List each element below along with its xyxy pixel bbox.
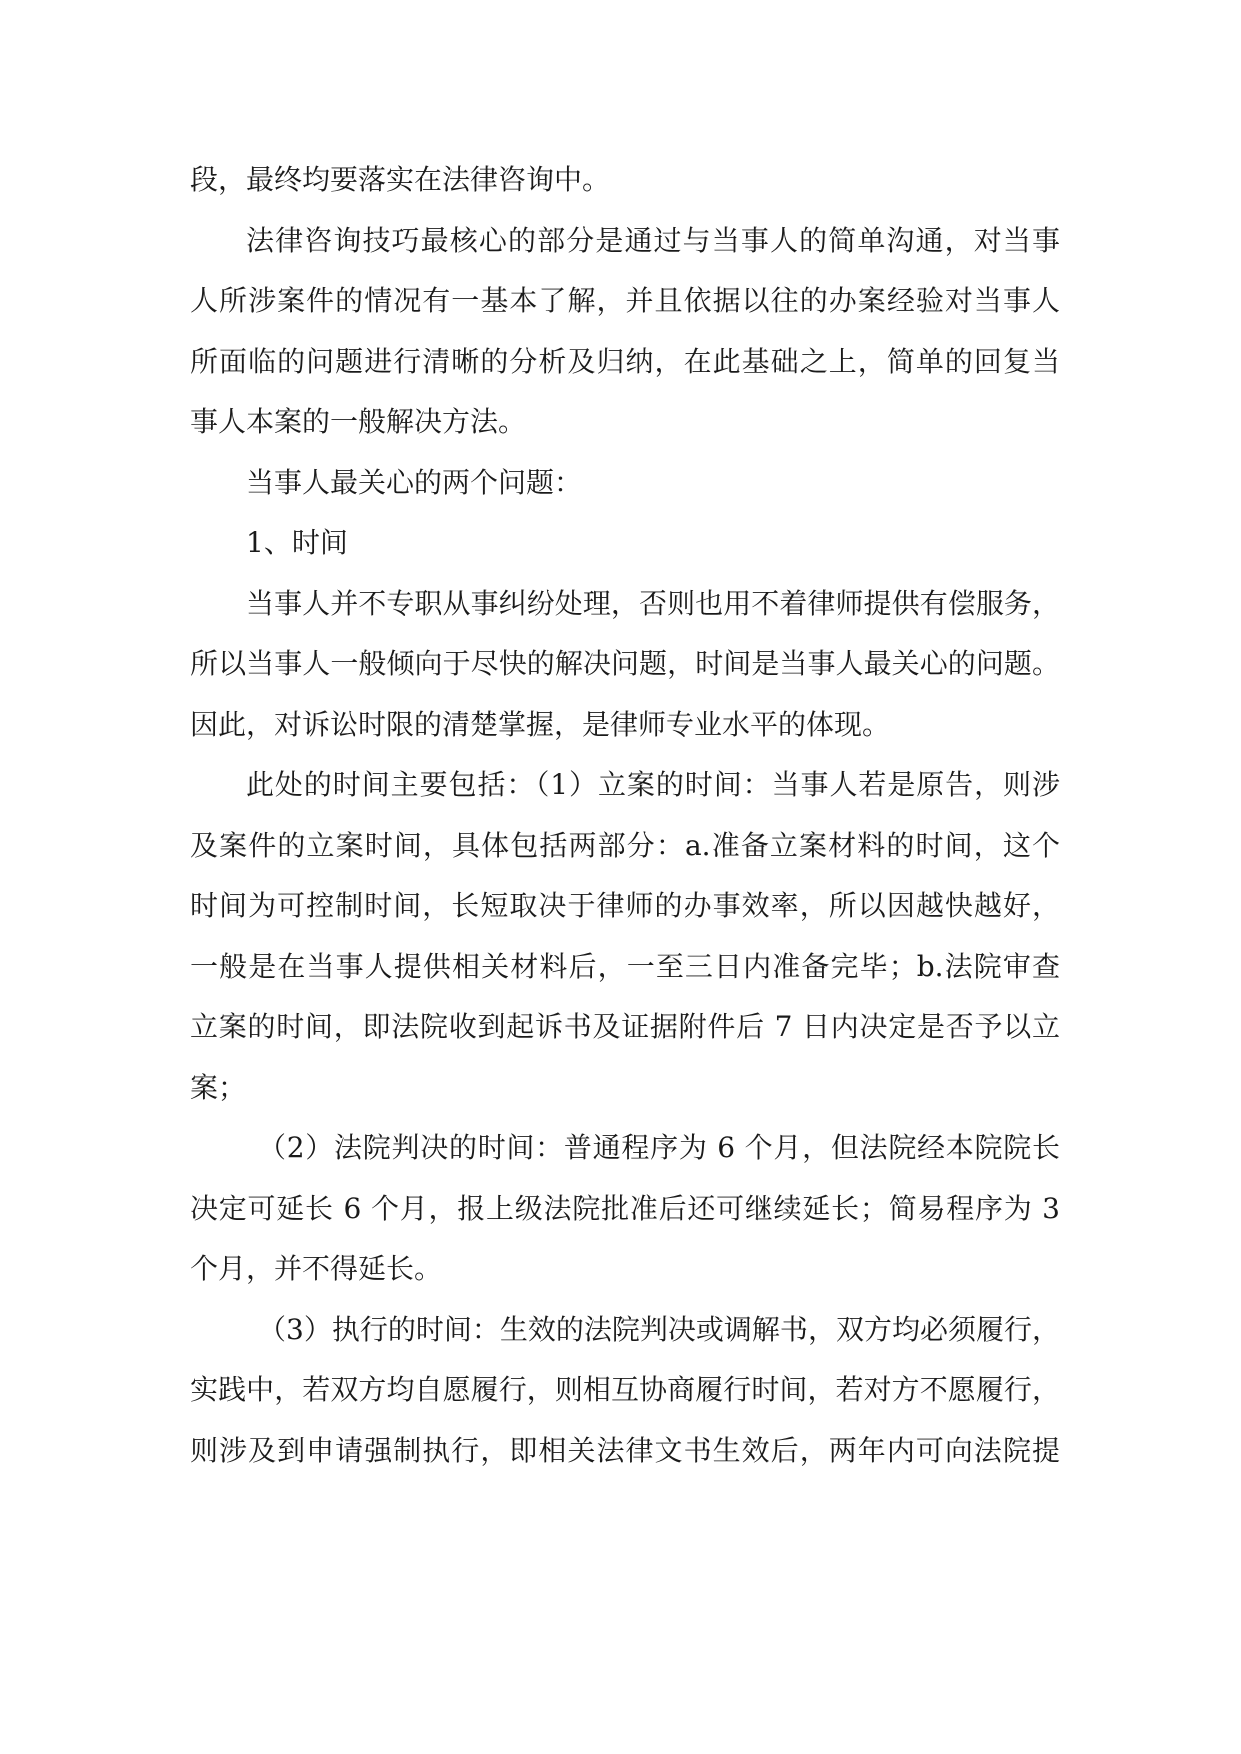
text-line: 人所涉案件的情况有一基本了解，并且依据以往的办案经验对当事人 [190,284,1060,317]
text-line: 事人本案的一般解决方法。 [190,405,527,438]
text-line: 案； [190,1070,247,1104]
text-line: 决定可延长 6 个月，报上级法院批准后还可继续延长；简易程序为 3 [190,1191,1060,1225]
text-line: 所面临的问题进行清晰的分析及归纳，在此基础之上，简单的回复当 [190,344,1060,378]
text-line: 则涉及到申请强制执行，即相关法律文书生效后，两年内可向法院提 [190,1433,1060,1467]
text-line: 实践中，若双方均自愿履行，则相互协商履行时间，若对方不愿履行， [190,1373,1060,1406]
text-line: 立案的时间，即法院收到起诉书及证据附件后 7 日内决定是否予以立 [190,1010,1060,1043]
text-line: 个月，并不得延长。 [190,1252,443,1285]
paragraph-first-line: 当事人最关心的两个问题： [246,465,583,499]
text-line: 所以当事人一般倾向于尽快的解决问题，时间是当事人最关心的问题。 [190,647,1060,680]
paragraph-first-line: （2）法院判决的时间：普通程序为 6 个月，但法院经本院院长 [258,1131,1060,1164]
document-body [190,160,1060,1491]
text-line: 因此，对诉讼时限的清楚掌握，是律师专业水平的体现。 [190,707,891,741]
paragraph-first-line: 此处的时间主要包括：（1）立案的时间：当事人若是原告，则涉 [246,768,1060,801]
text-line: 时间为可控制时间，长短取决于律师的办事效率，所以因越快越好， [190,889,1060,922]
paragraph-first-line: 当事人并不专职从事纠纷处理，否则也用不着律师提供有偿服务， [246,586,1060,620]
section-heading: 1、时间 [246,526,348,559]
paragraph-first-line: 法律咨询技巧最核心的部分是通过与当事人的简单沟通，对当事 [246,223,1060,257]
paragraph-first-line: （3）执行的时间：生效的法院判决或调解书，双方均必须履行， [258,1312,1060,1346]
text-line: 段，最终均要落实在法律咨询中。 [190,163,611,196]
text-line: 及案件的立案时间，具体包括两部分：a.准备立案材料的时间，这个 [190,828,1060,862]
text-line: 一般是在当事人提供相关材料后，一至三日内准备完毕；b.法院审查 [190,949,1060,983]
